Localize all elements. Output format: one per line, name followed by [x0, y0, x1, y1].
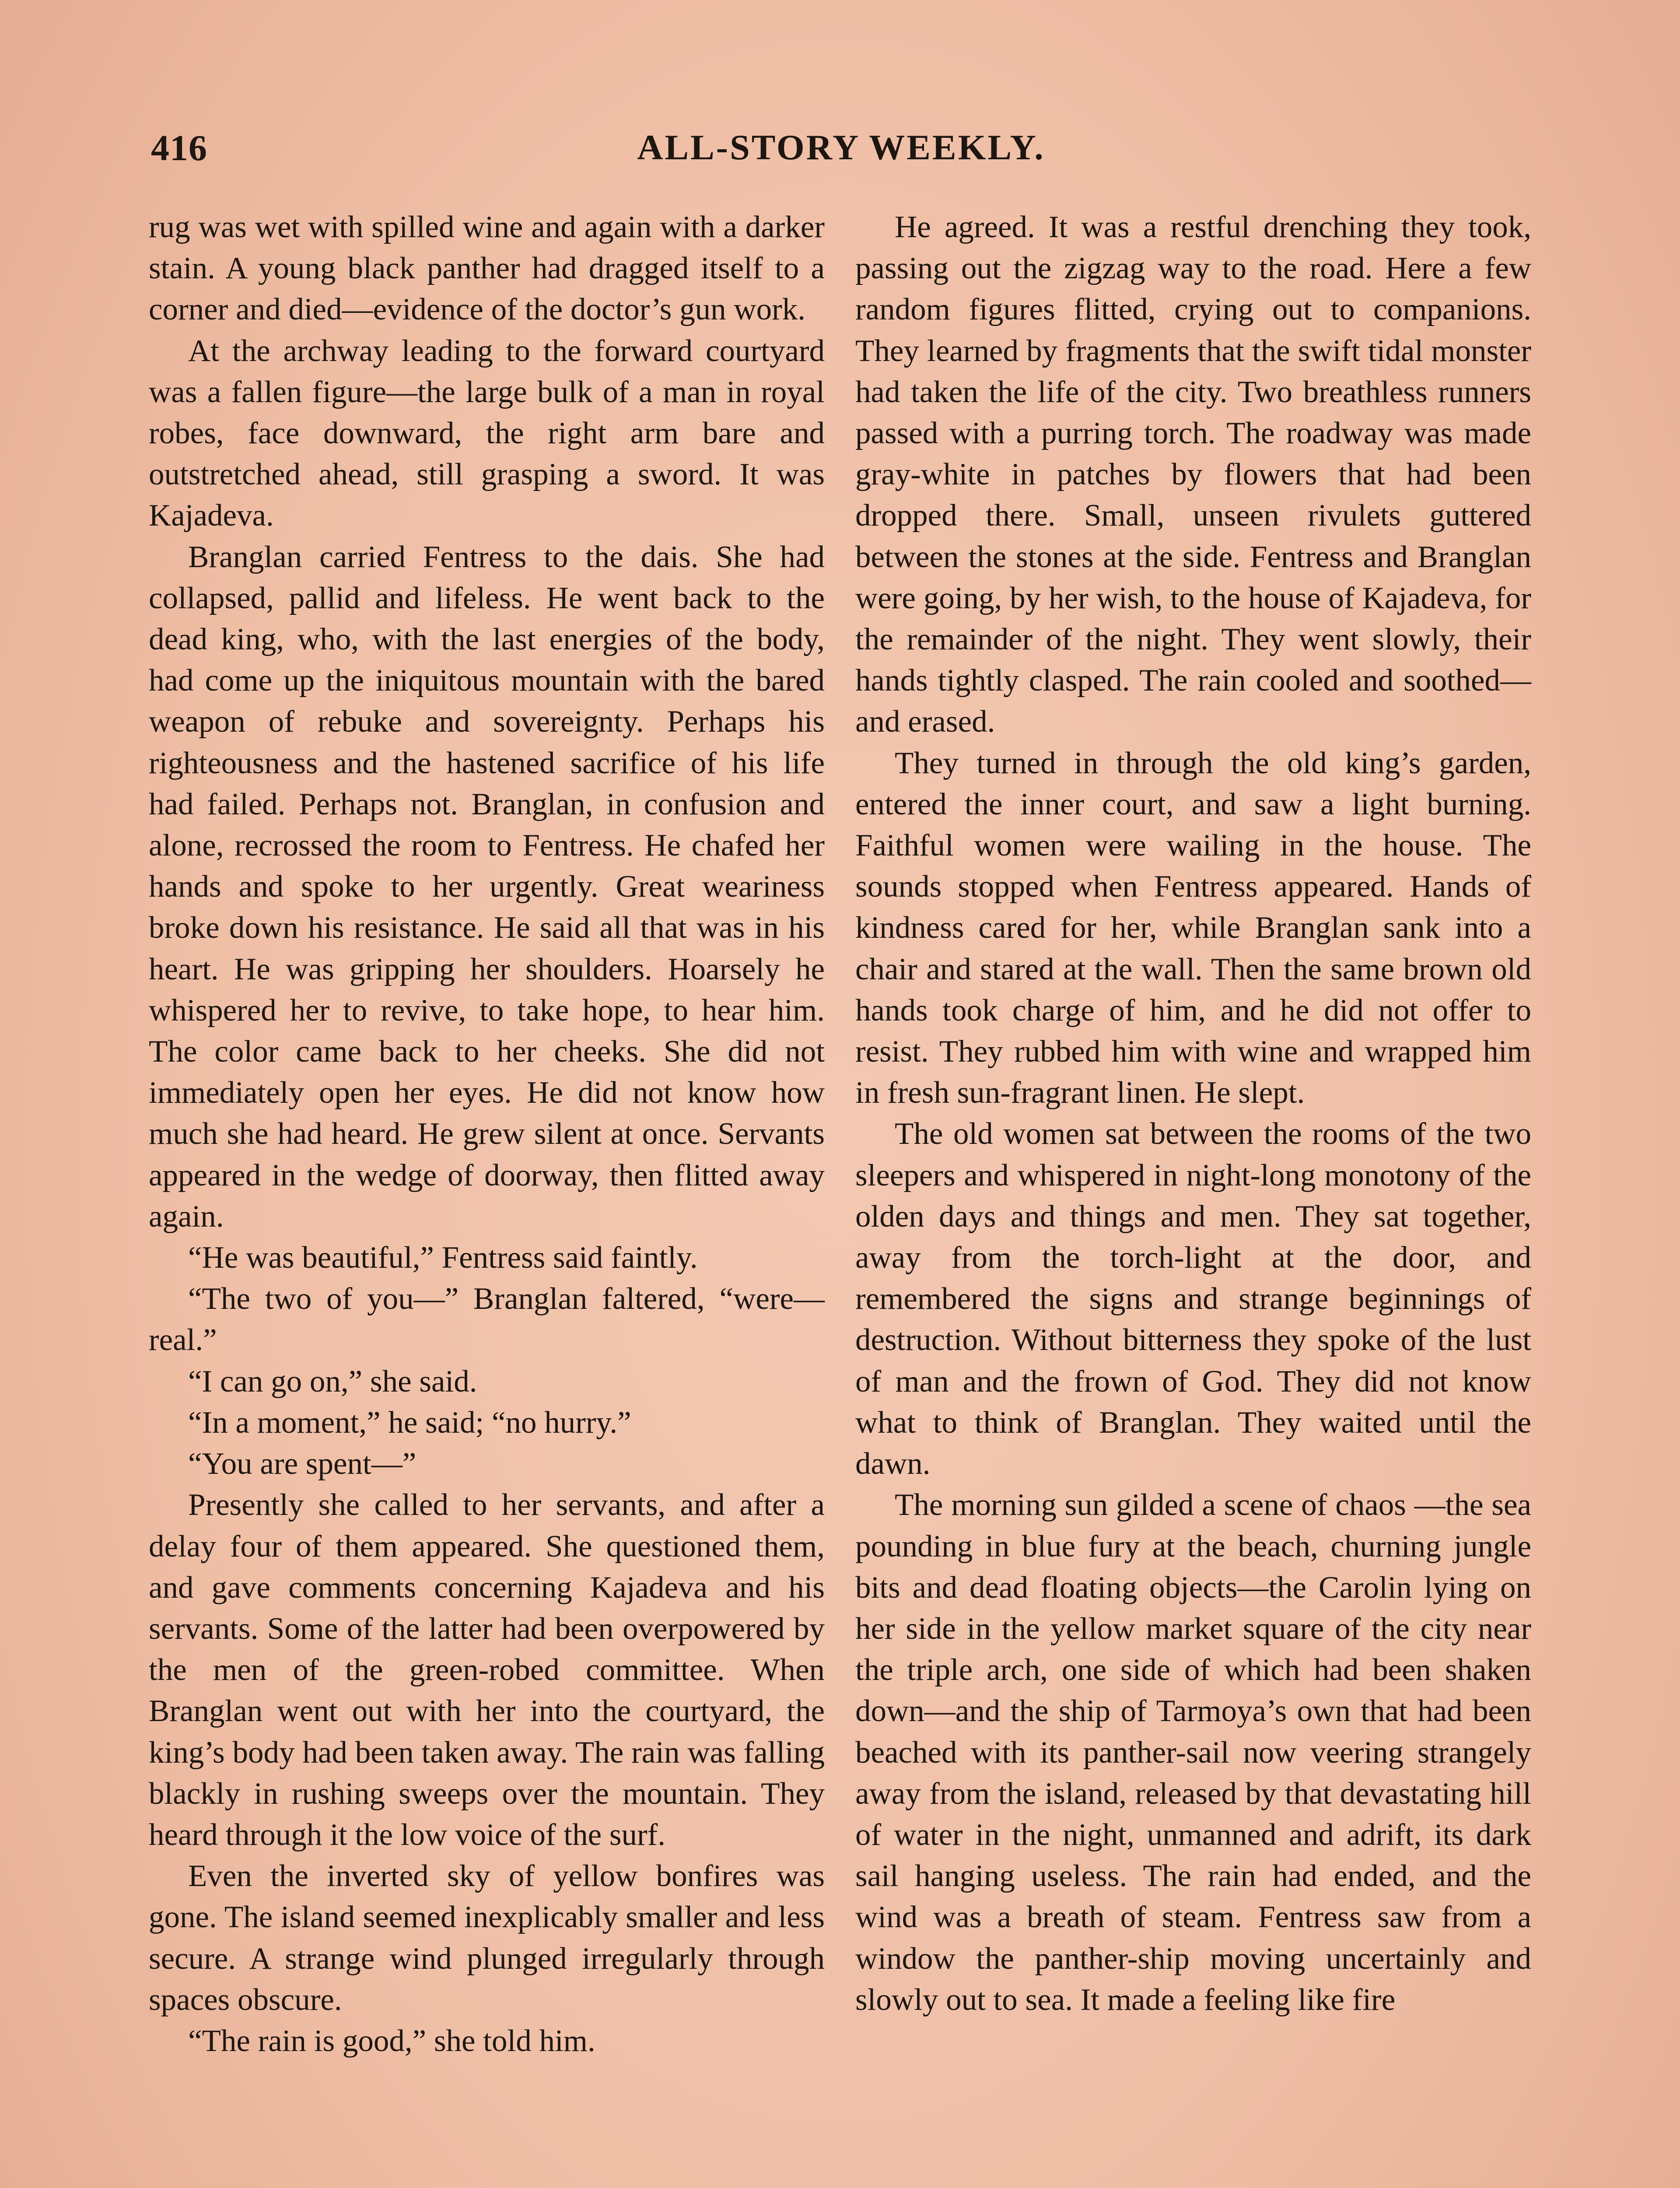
page-number: 416	[151, 128, 207, 168]
paragraph: “The rain is good,” she told him.	[188, 2023, 595, 2058]
left-column	[149, 207, 825, 2062]
paragraph: “In a moment,” he said; “no hurry.”	[188, 1405, 631, 1440]
paragraph: The morning sun gilded a scene of chaos —the sea pounding in blue fury at the beach, churning jungle bits and dead floating objects—the Carolin lying on her side in the yellow market square of the city near the triple arch, one side of which had been shaken down—and the ship of Tarmoya’s own that had been beached with its panther-sail now veering strangely away from the island, released by that devastating hill of water in the night, unmanned and adrift, its dark sail hanging useless. The rain had ended, and the wind was a breath of steam. Fentress saw from a window the panther-ship moving uncertainly and slowly out to sea. It made a feeling like fire	[855, 1488, 1531, 2017]
paragraph: At the archway leading to the forward courtyard was a fallen figure—the large bulk of a man in royal robes, face downward, the right arm bare and outstretched ahead, still grasping a sword. It was Kajadeva.	[149, 333, 825, 533]
paragraph: The old women sat between the rooms of the two sleepers and whispered in night-long monotony of the olden days and things and men. They sat together, away from the torch-light at the door, and remembered the signs and strange beginnings of destruction. Without bitterness they spoke of the lust of man and the frown of God. They did not know what to think of Branglan. They waited until the dawn.	[855, 1117, 1531, 1481]
paragraph: “You are spent—”	[188, 1447, 416, 1481]
paragraph: Branglan carried Fentress to the dais. She had collapsed, pallid and lifeless. He went back to the dead king, who, with the last energies of the body, had come up the iniquitous mountain with the bared weapon of rebuke and sovereignty. Perhaps his righteousness and the hastened sacrifice of his life had failed. Perhaps not. Branglan, in confusion and alone, recrossed the room to Fentress. He chafed her hands and spoke to her urgently. Great weariness broke down his resistance. He said all that was in his heart. He was gripping her shoulders. Hoarsely he whispered her to revive, to take hope, to hear him. The color came back to her cheeks. She did not immediately open her eyes. He did not know how much she had heard. He grew silent at once. Servants appeared in the wedge of doorway, then flitted away again.	[149, 540, 825, 1234]
paragraph: rug was wet with spilled wine and again with a darker stain. A young black panther had dragged itself to a corner and died—evidence of the doctor’s gun work.	[149, 210, 825, 327]
paragraph: “He was beautiful,” Fentress said faintly.	[188, 1241, 698, 1275]
paragraph: Even the inverted sky of yellow bonfires was gone. The island seemed inexplicably smaller and less secure. A strange wind plunged irregularly through spaces obscure.	[149, 1859, 825, 2017]
right-column	[855, 207, 1531, 2020]
paragraph: He agreed. It was a restful drenching they took, passing out the zigzag way to the road. Here a few random figures flitted, crying out to companions. They learned by fragments that the swift tidal monster had taken the life of the city. Two breathless runners passed with a purring torch. The roadway was made gray-white in patches by flowers that had been dropped there. Small, unseen rivulets guttered between the stones at the side. Fentress and Branglan were going, by her wish, to the house of Kajadeva, for the remainder of the night. They went slowly, their hands tightly clasped. The rain cooled and soothed—and erased.	[855, 210, 1531, 739]
paragraph: Presently she called to her servants, and after a delay four of them appeared. She questioned them, and gave comments concerning Kajadeva and his servants. Some of the latter had been overpowered by the men of the green-robed committee. When Branglan went out with her into the courtyard, the king’s body had been taken away. The rain was falling blackly in rushing sweeps over the mountain. They heard through it the low voice of the surf.	[149, 1488, 825, 1852]
running-title: ALL-STORY WEEKLY.	[637, 127, 1045, 167]
page-header	[151, 127, 1531, 175]
paragraph: They turned in through the old king’s garden, entered the inner court, and saw a light burning. Faithful women were wailing in the house. The sounds stopped when Fentress appeared. Hands of kindness cared for her, while Branglan sank into a chair and stared at the wall. Then the same brown old hands took charge of him, and he did not offer to resist. They rubbed him with wine and wrapped him in fresh sun-fragrant linen. He slept.	[855, 746, 1531, 1110]
paragraph: “The two of you—” Branglan faltered, “were—real.”	[149, 1282, 825, 1357]
paragraph: “I can go on,” she said.	[188, 1364, 477, 1399]
